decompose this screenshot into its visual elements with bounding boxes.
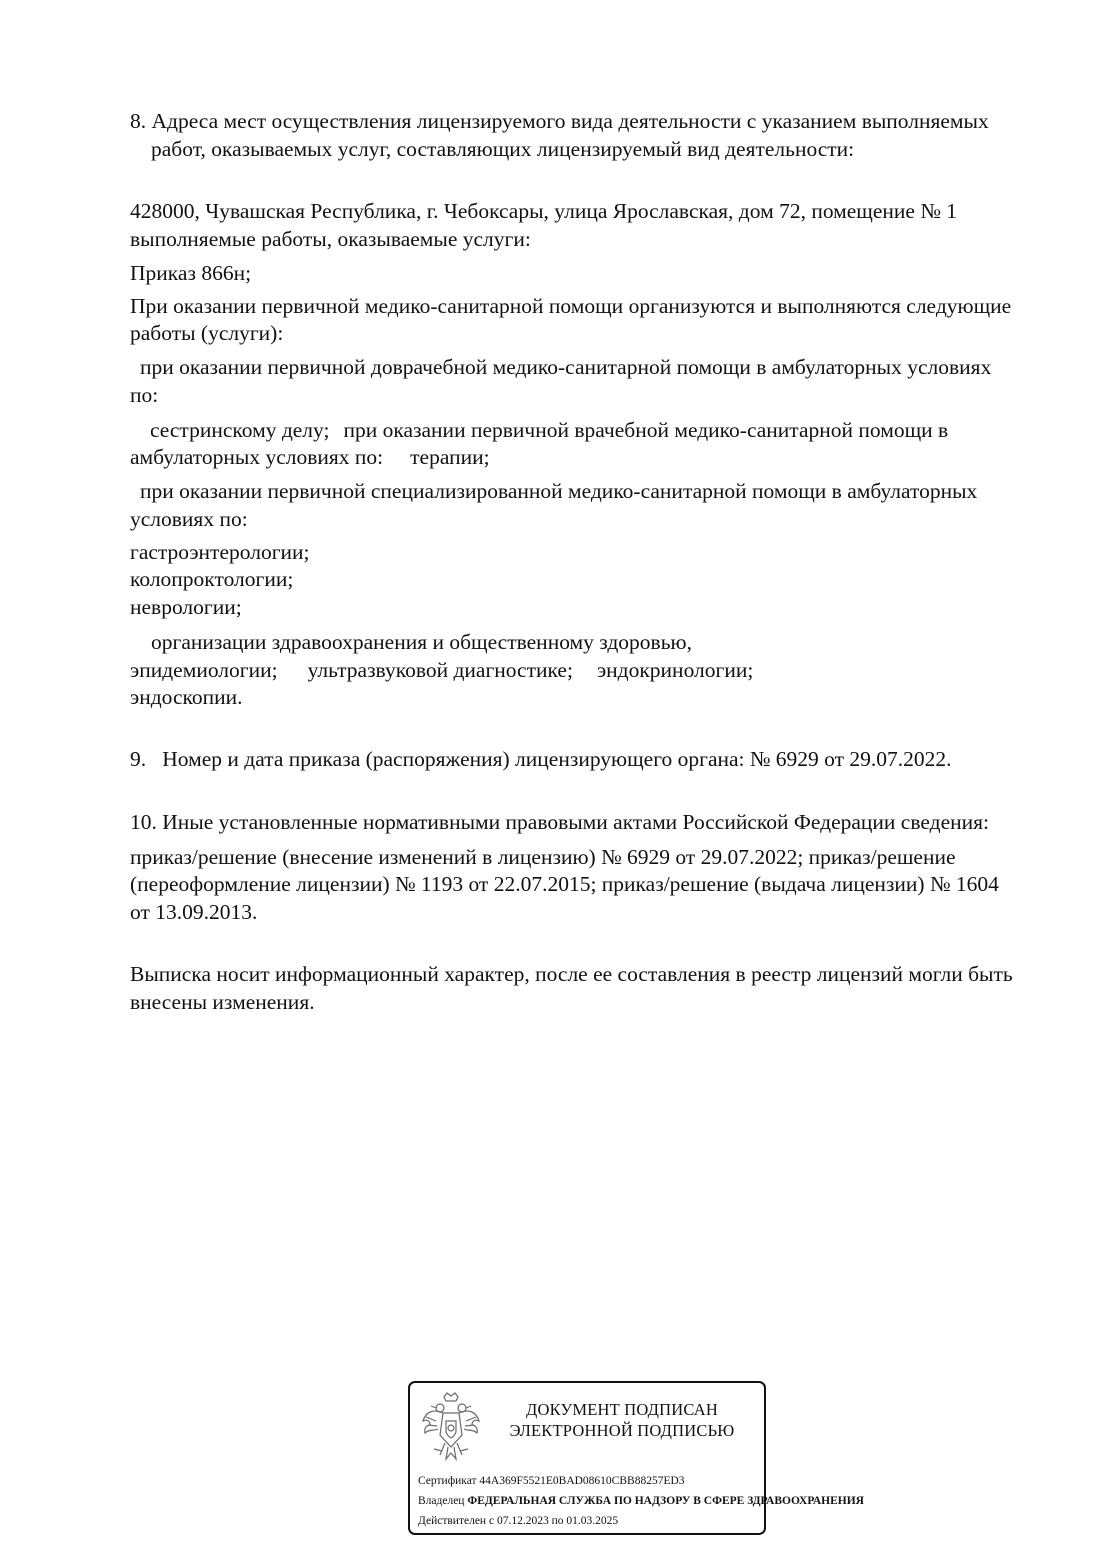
medical-care-intro: при оказании первичной врачебной медико-санитарной помощи в <box>343 418 949 442</box>
primary-care-intro-continued: работы (услуги): <box>130 321 284 345</box>
certificate-label: Сертификат <box>418 1475 477 1487</box>
section-10-line-1: приказ/решение (внесение изменений в лицензию) № 6929 от 29.07.2022; приказ/решение <box>130 845 956 869</box>
outpatient-therapy-line <box>130 444 490 470</box>
section-8-heading-continued: работ, оказываемых услуг, составляющих лицензируемый вид деятельности: <box>151 137 855 161</box>
list-item-gastroenterology: гастроэнтерологии; <box>130 540 310 564</box>
double-headed-eagle-emblem-icon <box>420 1391 482 1465</box>
stamp-title-line-1: ДОКУМЕНТ ПОДПИСАН <box>526 1400 718 1419</box>
owner-label: Владелец <box>418 1495 465 1507</box>
specialized-care-line-continued: условиях по: <box>130 507 248 531</box>
owner-line <box>418 1494 864 1508</box>
electronic-signature-stamp <box>408 1381 864 1535</box>
list-item-endocrinology: эндокринологии; <box>596 658 754 682</box>
list-item-healthcare-organization: организации здравоохранения и общественному здоровью, <box>151 630 692 654</box>
list-item-epidemiology: эпидемиологии; <box>130 658 278 682</box>
certificate-line <box>418 1474 685 1488</box>
specialties-line <box>130 657 753 683</box>
pre-medical-care-line: при оказании первичной доврачебной медико-санитарной помощи в амбулаторных условиях <box>140 355 992 379</box>
list-item-ultrasound-diagnostics: ультразвуковой диагностике; <box>307 658 573 682</box>
nursing-item: сестринскому делу; <box>150 418 330 442</box>
list-item-endoscopy: эндоскопии. <box>130 685 243 709</box>
validity-line: Действителен с 07.12.2023 по 01.03.2025 <box>418 1515 619 1527</box>
certificate-value: 44A369F5521E0BAD08610CBB88257ED3 <box>479 1475 685 1487</box>
works-services-label: выполняемые работы, оказываемые услуги: <box>130 227 531 251</box>
nursing-and-medical-care-line <box>150 417 948 443</box>
list-item-neurology: неврологии; <box>130 595 242 619</box>
therapy-item: терапии; <box>410 445 490 469</box>
disclaimer-line-1: Выписка носит информационный характер, после ее составления в реестр лицензий могли быть <box>130 962 1013 986</box>
stamp-title-line-2: ЭЛЕКТРОННОЙ ПОДПИСЬЮ <box>509 1421 735 1440</box>
specialized-care-line: при оказании первичной специализированной медико-санитарной помощи в амбулаторных <box>140 479 978 503</box>
list-item-coloproctology: колопроктологии; <box>130 567 294 591</box>
owner-value: ФЕДЕРАЛЬНАЯ СЛУЖБА ПО НАДЗОРУ В СФЕРЕ ЗДРАВООХРАНЕНИЯ <box>467 1495 864 1507</box>
pre-medical-care-line-continued: по: <box>130 383 159 407</box>
section-10-heading: 10. Иные установленные нормативными правовыми актами Российской Федерации сведения: <box>130 810 989 834</box>
outpatient-conditions-label: амбулаторных условиях по: <box>130 445 384 469</box>
section-10-line-3: от 13.09.2013. <box>130 900 258 924</box>
section-10-line-2: (переоформление лицензии) № 1193 от 22.07.2015; приказ/решение (выдача лицензии) № 1604 <box>130 872 999 896</box>
section-8-heading: 8. Адреса мест осуществления лицензируемого вида деятельности с указанием выполняемых <box>130 109 989 133</box>
address-line: 428000, Чувашская Республика, г. Чебоксары, улица Ярославская, дом 72, помещение № 1 <box>130 199 957 223</box>
primary-care-intro: При оказании первичной медико-санитарной помощи организуются и выполняются следующие <box>130 294 1012 318</box>
section-9: 9. Номер и дата приказа (распоряжения) лицензирующего органа: № 6929 от 29.07.2022. <box>130 747 952 771</box>
disclaimer-line-2: внесены изменения. <box>130 990 315 1014</box>
order-866n: Приказ 866н; <box>130 261 252 285</box>
